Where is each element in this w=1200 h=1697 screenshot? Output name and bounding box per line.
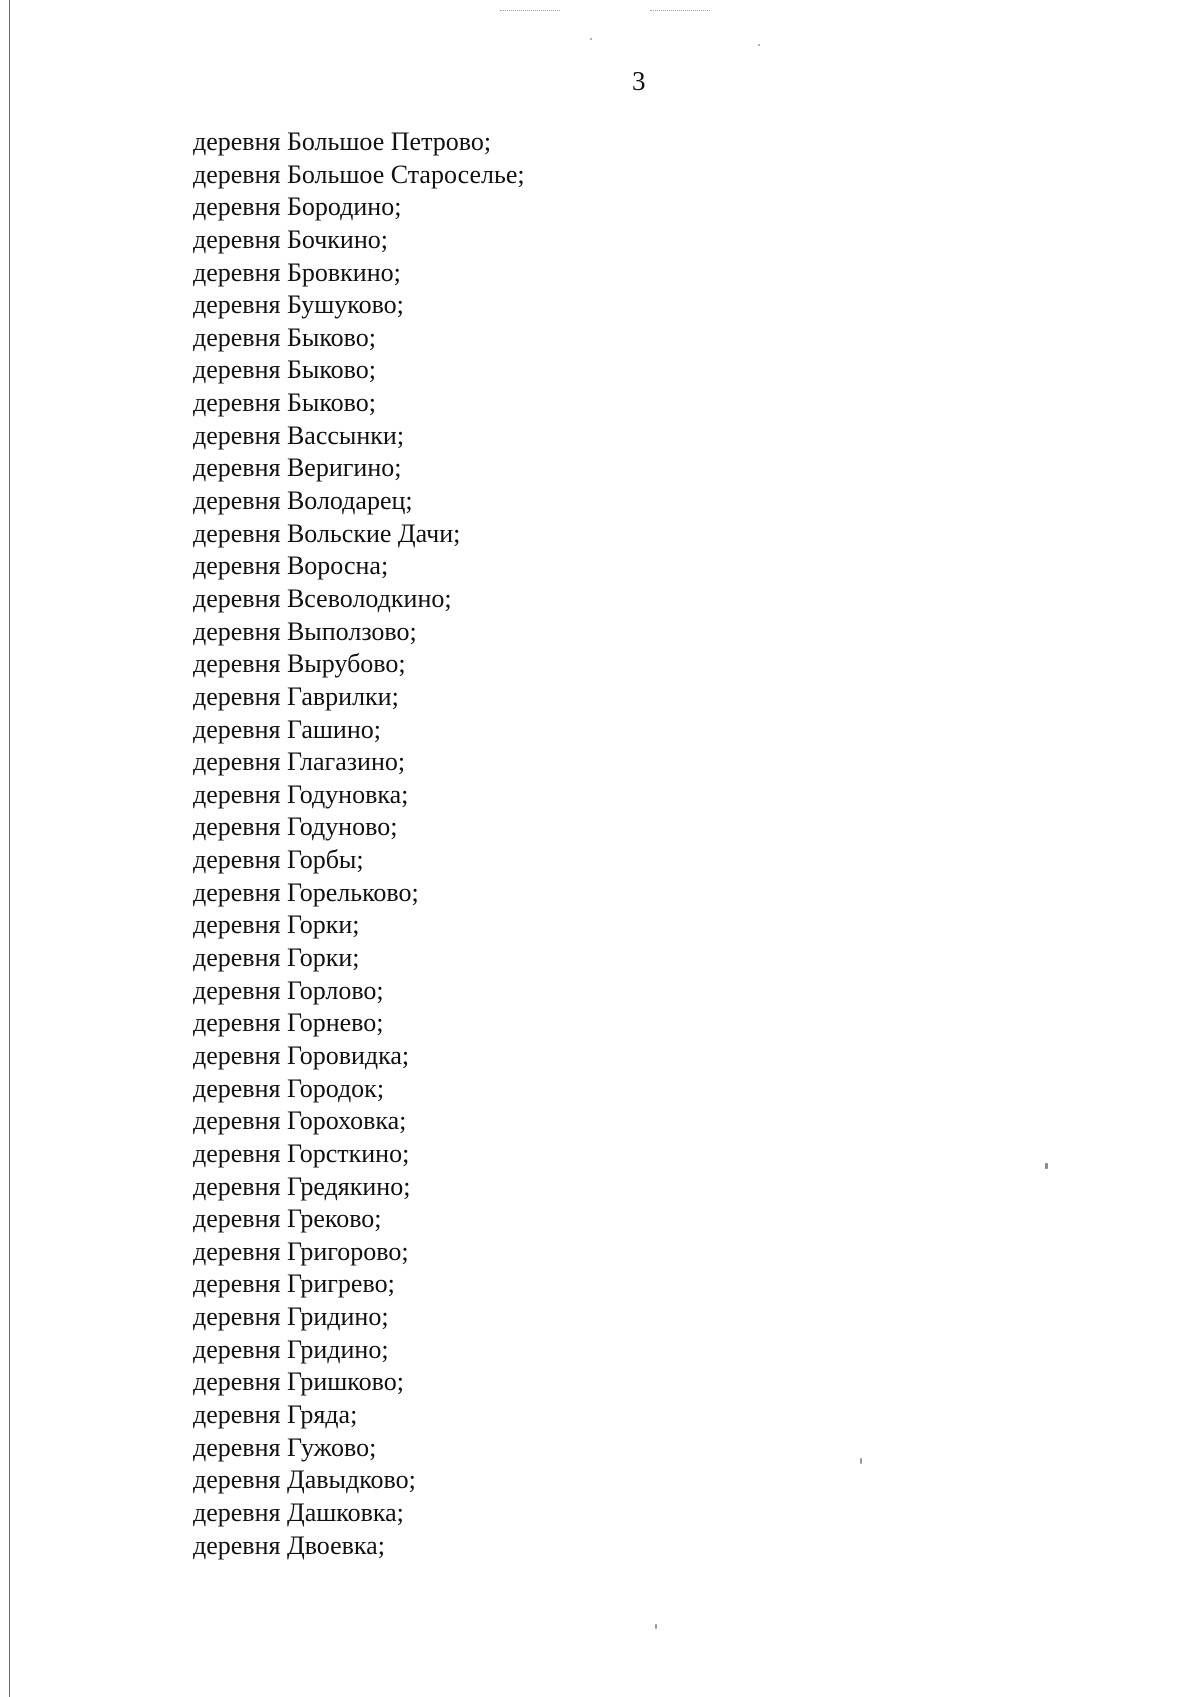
list-item: деревня Григрево;	[193, 1269, 395, 1299]
list-item: деревня Гороховка;	[193, 1106, 407, 1136]
list-item: деревня Гридино;	[193, 1334, 389, 1364]
list-item: деревня Горнево;	[193, 1008, 384, 1038]
list-item: деревня Бочкино;	[193, 224, 388, 254]
scan-artifact	[500, 10, 560, 17]
list-item: деревня Двоевка;	[193, 1530, 385, 1560]
list-item: деревня Воросна;	[193, 551, 389, 581]
list-item: деревня Вырубово;	[193, 649, 406, 679]
list-item: деревня Гаврилки;	[193, 681, 399, 711]
list-item: деревня Бородино;	[193, 192, 402, 222]
list-item: деревня Горельково;	[193, 877, 419, 907]
list-item: деревня Выползово;	[193, 616, 417, 646]
list-item: деревня Глагазино;	[193, 747, 406, 777]
list-item: деревня Большое Староселье;	[193, 159, 525, 189]
list-item: деревня Горки;	[193, 943, 360, 973]
list-item: деревня Горлово;	[193, 975, 384, 1005]
scan-speck	[655, 1624, 657, 1629]
scan-binding-edge	[9, 0, 10, 1697]
list-item: деревня Бушуково;	[193, 290, 404, 320]
list-item: деревня Гредякино;	[193, 1171, 411, 1201]
list-item: деревня Вассынки;	[193, 420, 405, 450]
list-item: деревня Гридино;	[193, 1302, 389, 1332]
page-number: 3	[632, 66, 646, 96]
list-item: деревня Годуновка;	[193, 779, 409, 809]
list-item: деревня Горсткино;	[193, 1138, 410, 1168]
list-item: деревня Годуново;	[193, 812, 398, 842]
scan-artifact	[650, 10, 710, 17]
list-item: деревня Гашино;	[193, 714, 381, 744]
list-item: деревня Горбы;	[193, 845, 364, 875]
list-item: деревня Быково;	[193, 388, 376, 418]
list-item: деревня Веригино;	[193, 453, 402, 483]
list-item: деревня Быково;	[193, 355, 376, 385]
scan-speck	[860, 1458, 862, 1464]
scan-speck	[1045, 1163, 1048, 1169]
list-item: деревня Греково;	[193, 1204, 382, 1234]
list-item: деревня Городок;	[193, 1073, 385, 1103]
list-item: деревня Большое Петрово;	[193, 127, 492, 156]
list-item: деревня Давыдково;	[193, 1465, 416, 1495]
list-item: деревня Володарец;	[193, 486, 413, 516]
list-item: деревня Быково;	[193, 322, 376, 352]
list-item: деревня Вольские Дачи;	[193, 518, 461, 548]
list-item: деревня Всеволодкино;	[193, 583, 452, 613]
list-item: деревня Григорово;	[193, 1236, 409, 1266]
scan-speck	[758, 44, 760, 46]
list-item: деревня Бровкино;	[193, 257, 401, 287]
list-item: деревня Гришково;	[193, 1367, 404, 1397]
list-item: деревня Горки;	[193, 910, 360, 940]
list-item: деревня Горовидка;	[193, 1040, 410, 1070]
scan-speck	[590, 38, 592, 40]
list-item: деревня Дашковка;	[193, 1497, 404, 1527]
settlement-list	[193, 126, 525, 1562]
list-item: деревня Гужово;	[193, 1432, 377, 1462]
list-item: деревня Гряда;	[193, 1399, 358, 1429]
